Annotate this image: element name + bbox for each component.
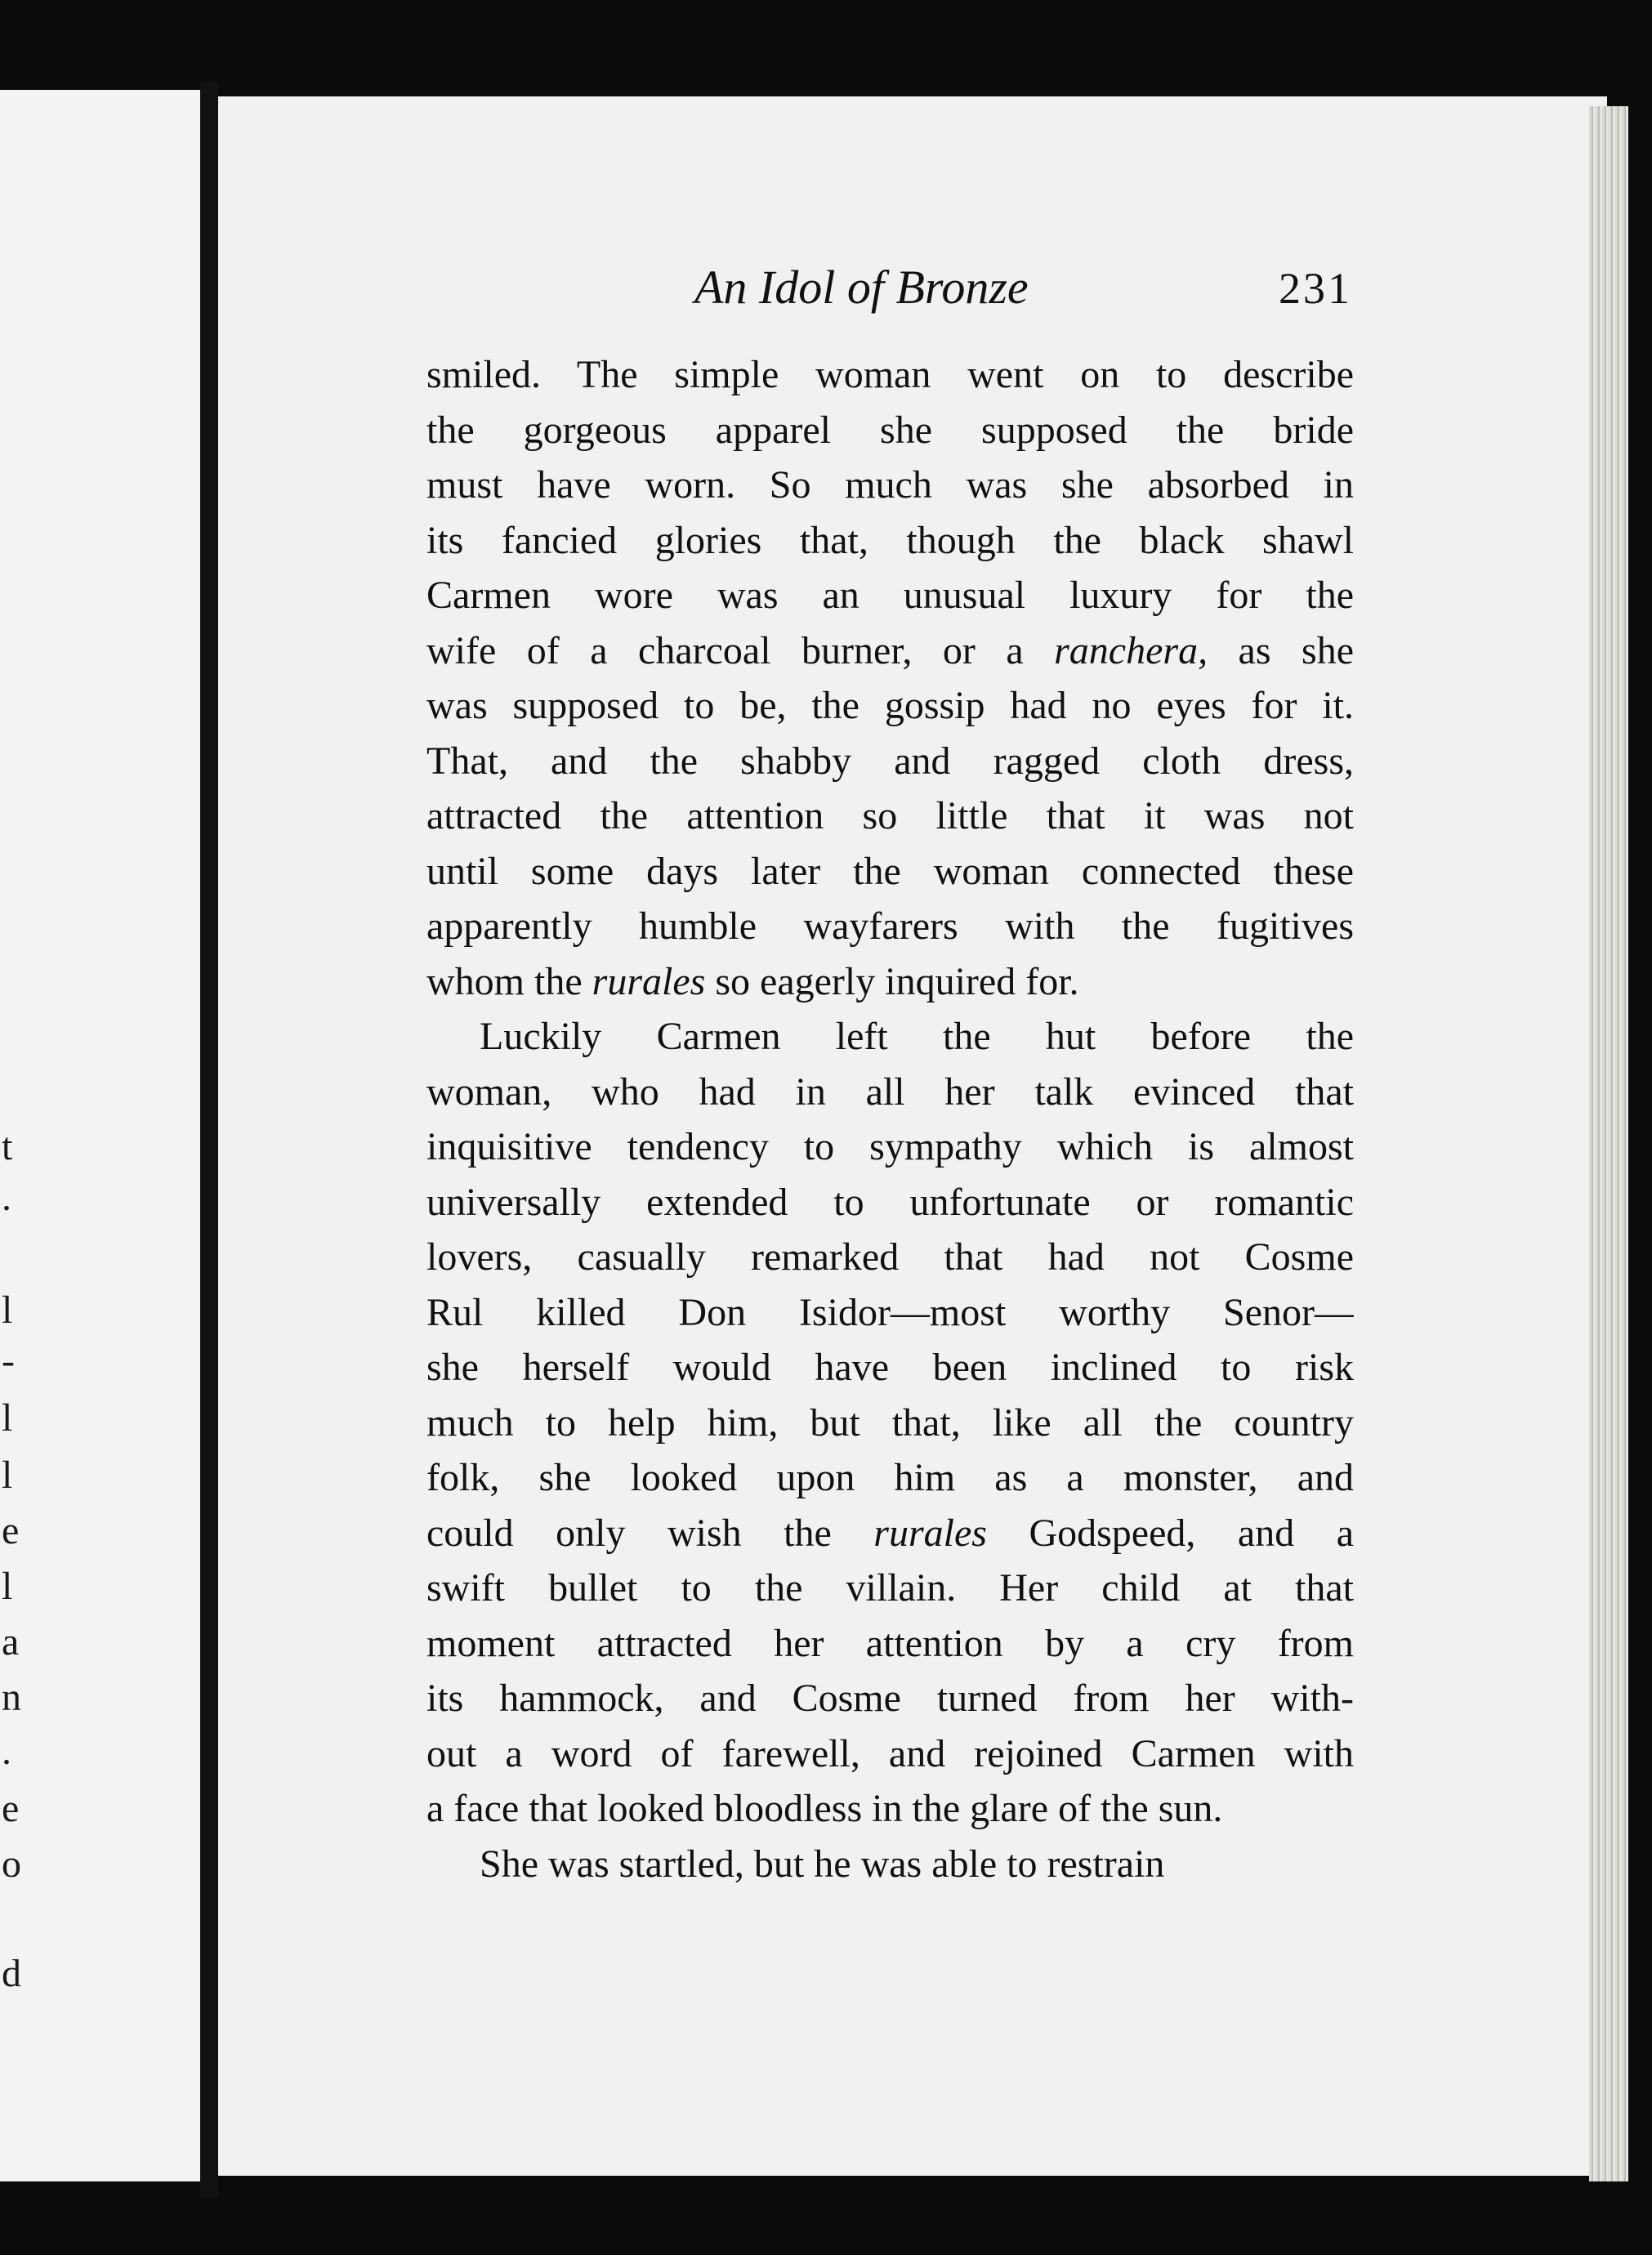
left-fragment: l bbox=[2, 1396, 13, 1440]
text-line: must have worn. So much was she absorbed in bbox=[426, 463, 1354, 507]
text-segment: so eagerly inquired for. bbox=[705, 959, 1079, 1003]
text-segment: as she bbox=[1208, 628, 1354, 672]
page-number: 231 bbox=[1279, 264, 1352, 313]
book-gutter bbox=[200, 82, 218, 2198]
italic-word: rurales bbox=[592, 959, 706, 1003]
running-title: An Idol of Bronze bbox=[694, 261, 1029, 314]
text-line: inquisitive tendency to sympathy which is almost bbox=[426, 1125, 1354, 1168]
left-fragment: - bbox=[2, 1339, 15, 1382]
text-line: She was startled, but he was able to restrain bbox=[480, 1842, 1165, 1886]
body-text bbox=[426, 347, 1354, 1891]
text-segment: Godspeed, and a bbox=[986, 1511, 1354, 1555]
text-line: smiled. The simple woman went on to describe bbox=[426, 353, 1354, 396]
text-line bbox=[426, 1506, 1354, 1561]
left-fragment: t bbox=[2, 1125, 13, 1168]
text-line bbox=[426, 954, 1354, 1010]
left-fragment: l bbox=[2, 1453, 13, 1497]
text-line: Carmen wore was an unusual luxury for the bbox=[426, 574, 1354, 617]
text-line: she herself would have been inclined to risk bbox=[426, 1346, 1354, 1389]
left-fragment: a bbox=[2, 1620, 20, 1663]
text-line: the gorgeous apparel she supposed the bride bbox=[426, 408, 1354, 452]
text-line: That, and the shabby and ragged cloth dress, bbox=[426, 739, 1354, 783]
italic-word: ranchera, bbox=[1054, 628, 1208, 672]
text-line: was supposed to be, the gossip had no eyes for it. bbox=[426, 684, 1354, 727]
text-segment: whom the bbox=[426, 959, 592, 1003]
text-line: out a word of farewell, and rejoined Carmen with bbox=[426, 1731, 1354, 1775]
text-line: universally extended to unfortunate or romantic bbox=[426, 1180, 1354, 1224]
left-fragment: o bbox=[2, 1842, 21, 1886]
left-fragment: l bbox=[2, 1288, 13, 1332]
left-fragment: n bbox=[2, 1676, 21, 1719]
text-line: much to help him, but that, like all the country bbox=[426, 1400, 1354, 1445]
italic-word: rurales bbox=[873, 1511, 987, 1555]
text-line: its fancied glories that, though the black shawl bbox=[426, 518, 1354, 562]
text-line: apparently humble wayfarers with the fugitives bbox=[426, 904, 1354, 948]
text-line: moment attracted her attention by a cry from bbox=[426, 1621, 1354, 1665]
text-line: folk, she looked upon him as a monster, and bbox=[426, 1456, 1354, 1499]
text-line bbox=[426, 623, 1354, 679]
page-edge bbox=[1589, 106, 1628, 2181]
text-line: its hammock, and Cosme turned from her with- bbox=[426, 1677, 1354, 1720]
text-line: Rul killed Don Isidor—most worthy Senor— bbox=[426, 1290, 1354, 1334]
text-line: Luckily Carmen left the hut before the bbox=[480, 1015, 1354, 1058]
left-fragment: d bbox=[2, 1952, 21, 1995]
text-line: a face that looked bloodless in the glare of the sun. bbox=[426, 1787, 1223, 1830]
left-fragment: . bbox=[2, 1176, 11, 1219]
text-line: lovers, casually remarked that had not Cosme bbox=[426, 1235, 1354, 1279]
left-facing-page bbox=[0, 90, 200, 2181]
left-fragment: e bbox=[2, 1787, 20, 1830]
left-fragment: . bbox=[2, 1730, 11, 1773]
text-line: attracted the attention so little that it was not bbox=[426, 794, 1354, 837]
left-fragment: e bbox=[2, 1509, 20, 1552]
text-segment: could only wish the bbox=[426, 1511, 874, 1555]
text-line: until some days later the woman connected these bbox=[426, 849, 1354, 893]
text-line: swift bullet to the villain. Her child at that bbox=[426, 1566, 1354, 1610]
text-line: woman, who had in all her talk evinced that bbox=[426, 1069, 1354, 1114]
running-head bbox=[425, 260, 1352, 325]
text-segment: wife of a charcoal burner, or a bbox=[426, 628, 1055, 672]
left-fragment: l bbox=[2, 1565, 13, 1608]
